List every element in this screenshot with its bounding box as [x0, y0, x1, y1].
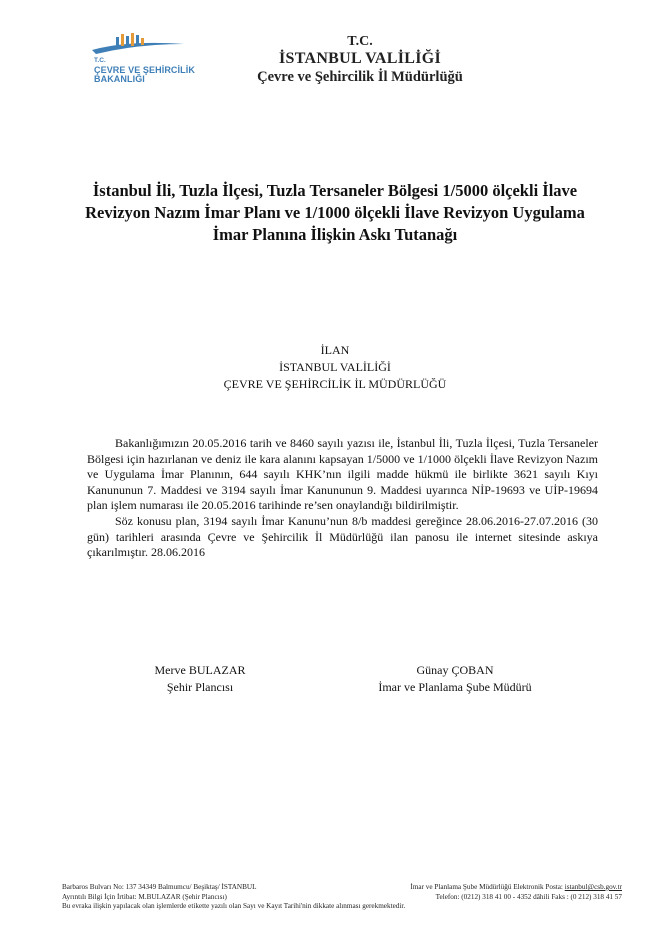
footer-row-3: Bu evraka ilişkin yapılacak olan işlemlerde etikette yazılı olan Sayı ve Kayıt Tarihi'nin dikkate alınması gerekmektedir. — [62, 902, 406, 911]
title-line3: İmar Planına İlişkin Askı Tutanağı — [212, 225, 458, 244]
footer-email-group — [410, 883, 622, 893]
document-title — [40, 180, 630, 246]
footer-row-2 — [62, 893, 622, 903]
title-line2: Revizyon Nazım İmar Planı ve 1/1000 ölçekli İlave Revizyon Uygulama — [85, 203, 585, 222]
header-tc: T.C. — [347, 34, 373, 49]
signature-right-name: Günay ÇOBAN — [416, 663, 494, 677]
notice-line2: İSTANBUL VALİLİĞİ — [279, 360, 391, 374]
notice-line3: ÇEVRE VE ŞEHİRCİLİK İL MÜDÜRLÜĞÜ — [223, 377, 447, 391]
logo-text — [94, 56, 195, 85]
signature-right — [350, 662, 560, 696]
footer-email-link[interactable]: istanbul@csb.gov.tr — [564, 883, 622, 891]
footer-address: Barbaros Bulvarı No: 137 34349 Balmumcu/ Beşiktaş/ İSTANBUL — [62, 883, 257, 891]
footer-row-1 — [62, 883, 622, 893]
document-body — [87, 436, 598, 561]
notice-heading — [150, 342, 520, 393]
signature-right-role: İmar ve Planlama Şube Müdürü — [378, 680, 532, 694]
footer-email-label: İmar ve Planlama Şube Müdürlüğü Elektronik Posta: — [410, 883, 563, 891]
header-governorship: İSTANBUL VALİLİĞİ — [278, 50, 442, 67]
header-directorate: Çevre ve Şehircilik İl Müdürlüğü — [257, 69, 463, 85]
body-paragraph-1: Bakanlığımızın 20.05.2016 tarih ve 8460 sayılı yazısı ile, İstanbul İli, Tuzla İlçesi, Tuzla Tersaneler Bölgesi için hazırlanan ve deniz ile kara alanını kapsayan 1/5000 ve 1/1000 ölçekli İlave Revizyon Nazım ve Uygulama İmar Planının, 644 sayılı KHK’nın ilgili madde hükmü ile birlikte 3621 sayılı Kıyı Kanununun 7. Maddesi ve 3194 sayılı İmar Kanununun 9. Maddesi uyarınca NİP-19693 ve UİP-19694 plan işlem numarası ile 20.05.2016 tarihinde re’sen onaylandığı bildirilmiştir. — [87, 436, 598, 513]
ministry-logo — [88, 30, 198, 92]
body-paragraph-2: Söz konusu plan, 3194 sayılı İmar Kanunu’nun 8/b maddesi gereğince 28.06.2016-27.07.2016 (30 gün) tarihleri arasında Çevre ve Şehircilik İl Müdürlüğü ilan panosu ile internet sitesinde askıya çıkarılmıştır. 28.06.2016 — [87, 513, 598, 560]
document-footer — [62, 883, 622, 912]
logo-line2: ÇEVRE VE ŞEHİRCİLİK — [94, 64, 195, 75]
logo-line3: BAKANLIĞI — [94, 74, 145, 84]
logo-line1: T.C. — [94, 57, 106, 64]
signature-left — [120, 662, 280, 696]
signature-left-role: Şehir Plancısı — [166, 680, 234, 694]
footer-phone: Telefon: (0212) 318 41 00 - 4352 dâhili Faks : (0 212) 318 41 57 — [435, 892, 622, 901]
signature-left-name: Merve BULAZAR — [154, 663, 246, 677]
footer-contact: Ayrıntılı Bilgi İçin İrtibat: M.BULAZAR (Şehir Plancısı) — [62, 892, 227, 901]
title-line1: İstanbul İli, Tuzla İlçesi, Tuzla Tersaneler Bölgesi 1/5000 ölçekli İlave — [92, 181, 578, 200]
notice-line1: İLAN — [320, 343, 350, 357]
document-header — [220, 34, 500, 86]
